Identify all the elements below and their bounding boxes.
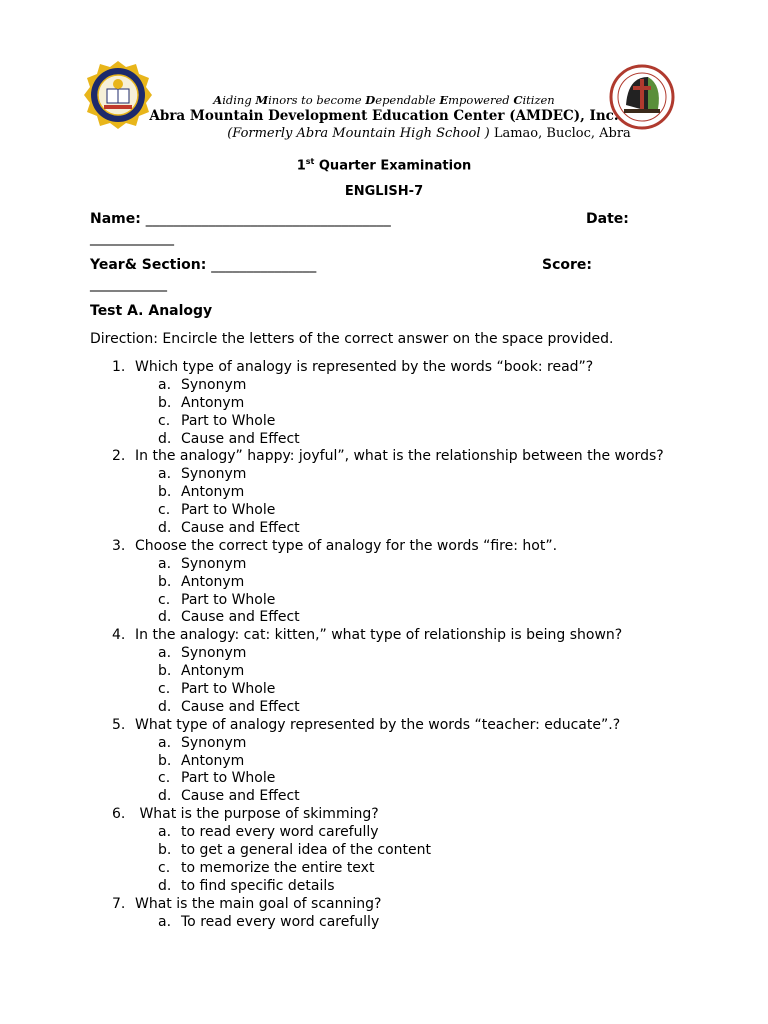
answer-option[interactable]: a. To read every word carefully (158, 913, 380, 930)
question-item (0, 717, 768, 806)
answer-option[interactable]: d. Cause and Effect (158, 430, 300, 447)
question-text: What is the main goal of scanning? (135, 895, 382, 912)
answer-option[interactable]: d. Cause and Effect (158, 520, 300, 537)
question-text: What type of analogy represented by the words “teacher: educate”.? (135, 716, 621, 733)
question-item (0, 538, 768, 627)
answer-option[interactable]: c. Part to Whole (158, 412, 276, 429)
question-number: 6. (112, 806, 126, 823)
question-item (0, 359, 768, 448)
question-item (0, 896, 768, 932)
answer-option[interactable]: d. Cause and Effect (158, 698, 300, 715)
score-label: Score: (542, 257, 592, 273)
question-number: 5. (112, 716, 126, 733)
answer-option[interactable]: b. Antonym (158, 573, 245, 590)
school-location: Lamao, Bucloc, Abra (493, 126, 631, 141)
answer-option[interactable]: a. Synonym (158, 734, 247, 751)
question-number: 2. (112, 448, 126, 465)
test-direction: Direction: Encircle the letters of the correct answer on the space provided. (90, 331, 614, 347)
name-field[interactable]: Name: ___________________________________ (90, 211, 391, 227)
answer-option[interactable]: d. Cause and Effect (158, 609, 300, 626)
question-text: Which type of analogy is represented by the words “book: read”? (135, 359, 594, 375)
answer-option[interactable]: b. Antonym (158, 663, 245, 680)
question-number: 1. (112, 359, 126, 375)
year-section-field[interactable]: Year& Section: _______________ (90, 257, 317, 273)
question-item (0, 448, 768, 537)
formerly-text: (Formerly Abra Mountain High School ) (227, 126, 490, 141)
exam-subject: ENGLISH-7 (344, 184, 424, 199)
answer-option[interactable]: a. Synonym (158, 376, 247, 393)
date-label: Date: (586, 211, 629, 227)
answer-option[interactable]: d. Cause and Effect (158, 788, 300, 805)
answer-option[interactable]: a. Synonym (158, 645, 247, 662)
test-title: Test A. Analogy (90, 303, 213, 319)
answer-option[interactable]: b. to get a general idea of the content (158, 842, 432, 859)
answer-option[interactable]: b. Antonym (158, 394, 245, 411)
question-item (0, 806, 768, 895)
question-text: What is the purpose of skimming? (135, 806, 379, 823)
question-list (0, 359, 768, 932)
answer-option[interactable]: d. to find specific details (158, 877, 335, 894)
answer-option[interactable]: a. Synonym (158, 466, 247, 483)
school-name: Abra Mountain Development Education Center (AMDEC), Inc. (149, 108, 619, 124)
answer-option[interactable]: a. Synonym (158, 555, 247, 572)
question-number: 4. (112, 627, 126, 644)
question-text: In the analogy: cat: kitten,” what type of relationship is being shown? (135, 627, 623, 644)
question-item (0, 627, 768, 716)
question-text: In the analogy” happy: joyful”, what is the relationship between the words? (135, 448, 664, 465)
question-number: 7. (112, 895, 126, 912)
answer-option[interactable]: b. Antonym (158, 484, 245, 501)
answer-option[interactable]: c. Part to Whole (158, 502, 276, 519)
score-field[interactable]: ___________ (90, 276, 167, 292)
answer-option[interactable]: c. Part to Whole (158, 770, 276, 787)
school-tagline: Aiding Minors to become Dependable Empowered Citizen (213, 93, 555, 107)
answer-option[interactable]: b. Antonym (158, 752, 245, 769)
school-formerly (45, 126, 768, 141)
question-text: Choose the correct type of analogy for the words “fire: hot”. (135, 537, 558, 554)
answer-option[interactable]: c. Part to Whole (158, 681, 276, 698)
date-field[interactable]: ____________ (90, 230, 174, 246)
answer-option[interactable]: a. to read every word carefully (158, 824, 379, 841)
question-number: 3. (112, 537, 126, 554)
exam-quarter-title: 1st Quarter Examination (296, 157, 472, 174)
answer-option[interactable]: c. to memorize the entire text (158, 859, 375, 876)
answer-option[interactable]: c. Part to Whole (158, 591, 276, 608)
